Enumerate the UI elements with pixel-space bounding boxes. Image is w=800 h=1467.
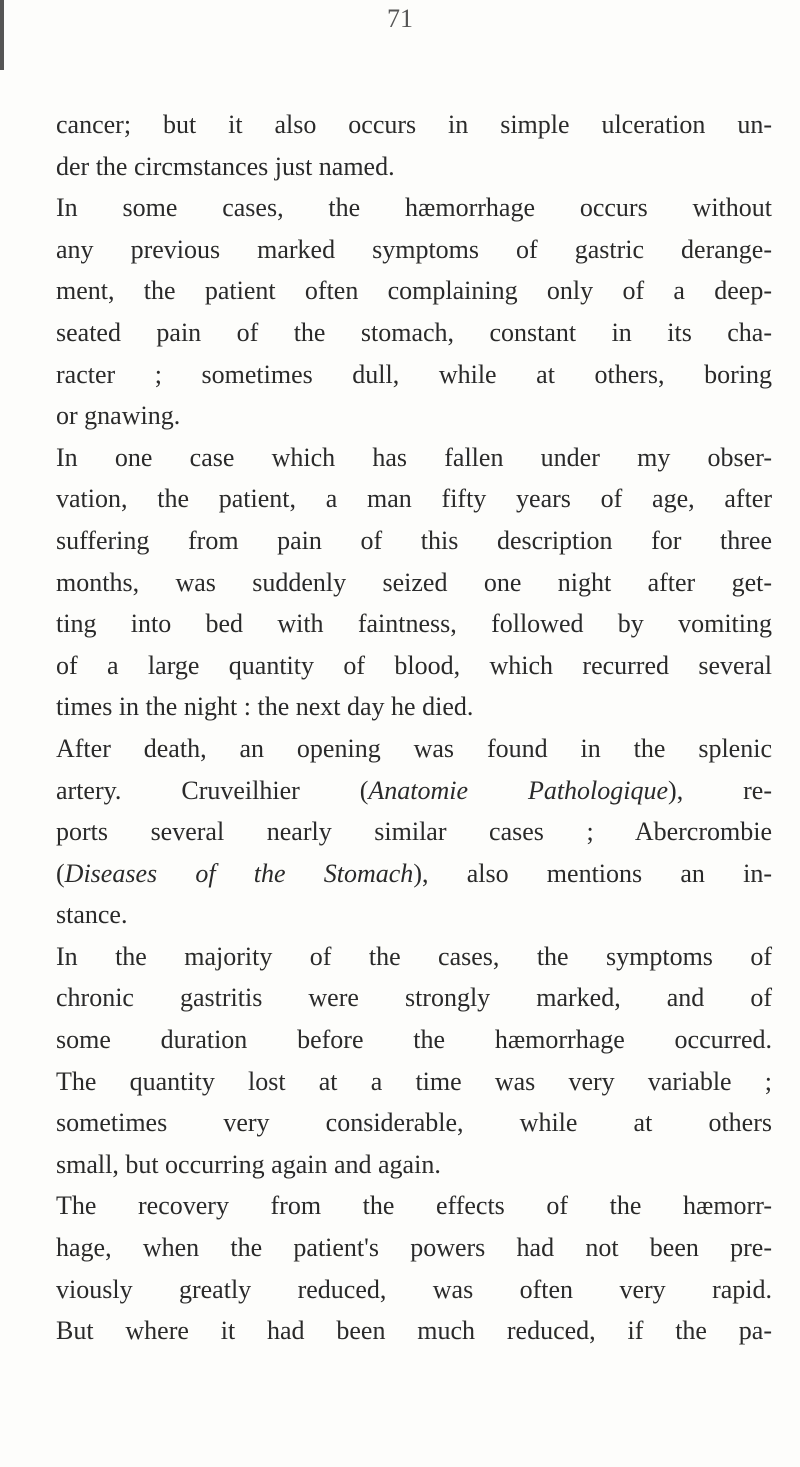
- text-line-7: racter ; sometimes dull, while at others, boring: [56, 359, 772, 389]
- text-line-24: The quantity lost at a time was very variable ;: [56, 1066, 772, 1096]
- text-line-25: sometimes very considerable, while at others: [56, 1108, 772, 1138]
- text-line-29: viously greatly reduced, was often very rapid.: [56, 1274, 772, 1304]
- text-line-4: any previous marked symptoms of gastric derange-: [56, 234, 772, 264]
- text-line-20: stance.: [56, 900, 128, 930]
- text-line-15: times in the night : the next day he died.: [56, 692, 474, 722]
- text-line-16: After death, an opening was found in the splenic: [56, 733, 772, 763]
- text-line-22: chronic gastritis were strongly marked, and of: [56, 983, 772, 1013]
- text-line-28: hage, when the patient's powers had not been pre-: [56, 1233, 772, 1263]
- italic-title: Diseases of the Stomach: [64, 858, 414, 888]
- text-line-14: of a large quantity of blood, which recurred several: [56, 650, 772, 680]
- text-line-23: some duration before the hæmorrhage occurred.: [56, 1025, 772, 1055]
- text-line-27: The recovery from the effects of the hæmorr-: [56, 1191, 772, 1221]
- text-line-12: months, was suddenly seized one night after get-: [56, 567, 772, 597]
- text-line-26: small, but occurring again and again.: [56, 1149, 441, 1179]
- text-line-6: seated pain of the stomach, constant in its cha-: [56, 317, 772, 347]
- text-line-13: ting into bed with faintness, followed by vomiting: [56, 609, 772, 639]
- body-text: [56, 104, 772, 1352]
- text-line-19: (Diseases of the Stomach), also mentions an in-: [56, 858, 772, 888]
- text-line-1: cancer; but it also occurs in simple ulceration un-: [56, 110, 772, 139]
- text-line-30: But where it had been much reduced, if the pa-: [56, 1316, 772, 1346]
- text-line-2: der the circmstances just named.: [56, 151, 395, 181]
- text-line-18: ports several nearly similar cases ; Abercrombie: [56, 817, 772, 847]
- text-line-8: or gnawing.: [56, 401, 181, 431]
- text-line-17: artery. Cruveilhier (Anatomie Pathologique), re-: [56, 775, 772, 805]
- text-line-9: In one case which has fallen under my obser-: [56, 442, 772, 472]
- italic-title: Anatomie Pathologique: [368, 775, 669, 805]
- text-line-10: vation, the patient, a man fifty years of age, after: [56, 484, 772, 514]
- text-line-11: suffering from pain of this description for three: [56, 525, 772, 555]
- text-line-21: In the majority of the cases, the symptoms of: [56, 941, 772, 971]
- text-line-3: In some cases, the hæmorrhage occurs without: [56, 193, 772, 223]
- text-line-5: ment, the patient often complaining only of a deep-: [56, 276, 772, 306]
- page-number: 71: [387, 4, 413, 33]
